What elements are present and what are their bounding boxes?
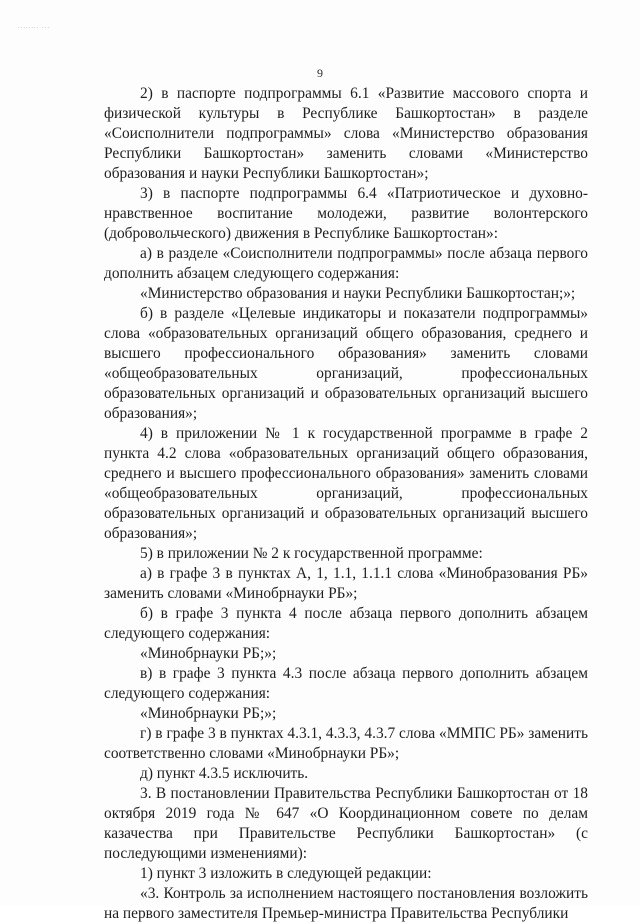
paragraph-subitem-b: б) в разделе «Целевые индикаторы и показатели подпрограммы» слова «образовательных организаций общего образования, среднего и высшего профессионального образования» заменить словами «общеобразовательных организаций, профессиональных образовательных организаций и образовательных организаций высшего образования»; (104, 305, 588, 422)
paragraph-subitem-a: а) в графе 3 в пунктах А, 1, 1.1, 1.1.1 слова «Минобразования РБ» заменить словами «Минобрнауки РБ»; (104, 565, 588, 602)
paragraph-subitem-g: г) в графе 3 в пунктах 4.3.1, 4.3.3, 4.3.7 слова «ММПС РБ» заменить соответственно словами «Минобрнауки РБ»; (104, 725, 588, 762)
paragraph-item-5: 5) в приложении № 2 к государственной программе: (140, 545, 483, 562)
paragraph-subitem-v: в) в графе 3 пункта 4.3 после абзаца первого дополнить абзацем следующего содержания: (104, 665, 588, 702)
paragraph-item-1: 1) пункт 3 изложить в следующей редакции: (140, 865, 432, 882)
paragraph-subitem-a: а) в разделе «Соисполнители подпрограммы» после абзаца первого дополнить абзацем следующего содержания: (104, 245, 588, 282)
header-mark: ........ ... (18, 24, 51, 30)
paragraph-item-2: 2) в паспорте подпрограммы 6.1 «Развитие массового спорта и физической культуры в Республике Башкортостан» в разделе «Соисполнители подпрограммы» слова «Министерство образования Республики Башкортостан» заменить словами «Министерство образования и науки Республики Башкортостан»; (104, 85, 588, 182)
document-body (104, 84, 588, 924)
paragraph-subitem-d: д) пункт 4.3.5 исключить. (140, 765, 309, 782)
paragraph-section-3: 3. В постановлении Правительства Республики Башкортостан от 18 октября 2019 года № 647 «О Координационном совете по делам казачества при Правительстве Республики Башкортостан» (с последующими изменениями): (104, 785, 588, 862)
paragraph-quote-control: «3. Контроль за исполнением настоящего постановления возложить на первого заместителя Премьер-министра Правительства Республики (104, 885, 588, 922)
page-number: 9 (317, 66, 323, 80)
paragraph-quote: «Минобрнауки РБ;»; (140, 705, 277, 722)
paragraph-item-4: 4) в приложении № 1 к государственной программе в графе 2 пункта 4.2 слова «образовательных организаций общего образования, среднего и высшего профессионального образования» заменить словами «общеобразовательных организаций, профессиональных образовательных организаций и образовательных организаций высшего образования»; (104, 425, 588, 542)
paragraph-item-3: 3) в паспорте подпрограммы 6.4 «Патриотическое и духовно-нравственное воспитание молодежи, развитие волонтерского (добровольческого) движения в Республике Башкортостан»: (104, 185, 588, 242)
paragraph-quote: «Министерство образования и науки Республики Башкортостан;»; (140, 285, 576, 302)
paragraph-subitem-b: б) в графе 3 пункта 4 после абзаца первого дополнить абзацем следующего содержания: (104, 605, 588, 642)
paragraph-quote: «Минобрнауки РБ;»; (140, 645, 277, 662)
